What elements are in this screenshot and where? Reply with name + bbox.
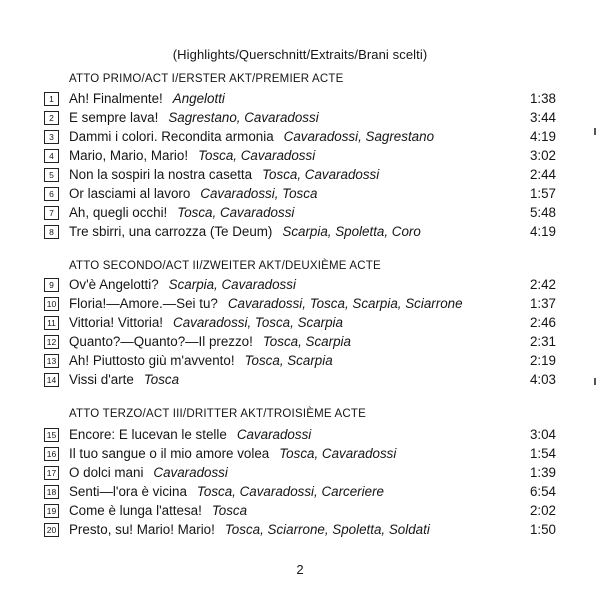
track-roles: Angelotti xyxy=(172,91,225,106)
track-roles: Scarpia, Spoletta, Coro xyxy=(282,224,421,239)
track-number: 4 xyxy=(44,149,59,163)
track-number: 1 xyxy=(44,92,59,106)
track-number: 8 xyxy=(44,225,59,239)
track-number: 19 xyxy=(44,504,59,518)
track-number: 12 xyxy=(44,335,59,349)
track-roles: Tosca, Scarpia xyxy=(262,334,351,349)
track-row xyxy=(44,184,556,203)
scan-edge-mark xyxy=(594,378,596,385)
track-duration: 1:37 xyxy=(529,296,556,311)
track-roles: Cavaradossi, Tosca xyxy=(200,186,318,201)
track-title: Ah! Finalmente! xyxy=(69,91,163,106)
track-number: 11 xyxy=(44,316,59,330)
scan-edge-mark xyxy=(594,128,596,135)
track-roles: Cavaradossi xyxy=(236,427,312,442)
act-heading: ATTO PRIMO/ACT I/ERSTER AKT/PREMIER ACTE xyxy=(69,73,344,85)
track-roles: Cavaradossi, Sagrestano xyxy=(283,129,435,144)
track-duration: 2:31 xyxy=(529,334,556,349)
track-title: E sempre lava! xyxy=(69,110,159,125)
track-duration: 6:54 xyxy=(529,484,556,499)
track-duration: 2:42 xyxy=(529,277,556,292)
track-row xyxy=(44,501,556,520)
track-number: 2 xyxy=(44,111,59,125)
track-title: Quanto?—Quanto?—Il prezzo! xyxy=(69,334,253,349)
track-row xyxy=(44,165,556,184)
track-row xyxy=(44,444,556,463)
track-duration: 4:19 xyxy=(529,129,556,144)
track-roles: Scarpia, Cavaradossi xyxy=(168,277,296,292)
track-duration: 3:04 xyxy=(529,427,556,442)
track-title: Ah! Piuttosto giù m'avvento! xyxy=(69,353,235,368)
track-duration: 3:02 xyxy=(529,148,556,163)
track-row xyxy=(44,463,556,482)
track-duration: 4:03 xyxy=(529,372,556,387)
act-heading: ATTO SECONDO/ACT II/ZWEITER AKT/DEUXIÈME ACTE xyxy=(69,260,381,272)
track-number: 9 xyxy=(44,278,59,292)
track-duration: 1:57 xyxy=(529,186,556,201)
track-title: Floria!—Amore.—Sei tu? xyxy=(69,296,218,311)
track-duration: 2:19 xyxy=(529,353,556,368)
track-roles: Tosca xyxy=(211,503,248,518)
track-title: Tre sbirri, una carrozza (Te Deum) xyxy=(69,224,273,239)
track-title: Senti—l'ora è vicina xyxy=(69,484,187,499)
track-title: Ah, quegli occhi! xyxy=(69,205,168,220)
track-roles: Tosca, Scarpia xyxy=(244,353,333,368)
track-roles: Tosca, Cavaradossi xyxy=(279,446,397,461)
track-number: 17 xyxy=(44,466,59,480)
track-row xyxy=(44,222,556,241)
track-row xyxy=(44,370,556,389)
track-number: 6 xyxy=(44,187,59,201)
track-number: 10 xyxy=(44,297,59,311)
track-duration: 1:54 xyxy=(529,446,556,461)
track-row xyxy=(44,313,556,332)
track-number: 15 xyxy=(44,428,59,442)
track-row xyxy=(44,351,556,370)
track-row xyxy=(44,482,556,501)
track-number: 20 xyxy=(44,523,59,537)
track-title: Ov'è Angelotti? xyxy=(69,277,159,292)
track-row xyxy=(44,520,556,539)
track-row xyxy=(44,294,556,313)
track-list-subtitle: (Highlights/Querschnitt/Extraits/Brani scelti) xyxy=(172,47,428,62)
track-title: Come è lunga l'attesa! xyxy=(69,503,202,518)
act-heading: ATTO TERZO/ACT III/DRITTER AKT/TROISIÈME ACTE xyxy=(69,408,366,420)
track-roles: Tosca, Cavaradossi xyxy=(177,205,295,220)
track-roles: Tosca, Cavaradossi xyxy=(262,167,380,182)
track-roles: Tosca, Cavaradossi, Carceriere xyxy=(196,484,384,499)
track-row xyxy=(44,332,556,351)
track-duration: 1:39 xyxy=(529,465,556,480)
track-duration: 1:50 xyxy=(529,522,556,537)
track-roles: Cavaradossi, Tosca, Scarpia, Sciarrone xyxy=(227,296,463,311)
track-title: Presto, su! Mario! Mario! xyxy=(69,522,215,537)
track-number: 13 xyxy=(44,354,59,368)
track-number: 5 xyxy=(44,168,59,182)
track-duration: 2:46 xyxy=(529,315,556,330)
track-row xyxy=(44,203,556,222)
track-number: 14 xyxy=(44,373,59,387)
track-number: 18 xyxy=(44,485,59,499)
track-duration: 5:48 xyxy=(529,205,556,220)
track-roles: Sagrestano, Cavaradossi xyxy=(168,110,319,125)
track-duration: 2:02 xyxy=(529,503,556,518)
track-number: 7 xyxy=(44,206,59,220)
track-row xyxy=(44,425,556,444)
track-title: Vissi d'arte xyxy=(69,372,134,387)
track-number: 3 xyxy=(44,130,59,144)
track-title: Non la sospiri la nostra casetta xyxy=(69,167,253,182)
track-row xyxy=(44,89,556,108)
track-title: Il tuo sangue o il mio amore volea xyxy=(69,446,270,461)
track-title: O dolci mani xyxy=(69,465,144,480)
track-duration: 2:44 xyxy=(529,167,556,182)
track-number: 16 xyxy=(44,447,59,461)
track-row xyxy=(44,146,556,165)
page-number: 2 xyxy=(296,562,304,577)
track-roles: Tosca, Sciarrone, Spoletta, Soldati xyxy=(224,522,430,537)
track-row xyxy=(44,108,556,127)
track-roles: Tosca xyxy=(143,372,180,387)
track-roles: Cavaradossi, Tosca, Scarpia xyxy=(173,315,343,330)
track-title: Encore: E lucevan le stelle xyxy=(69,427,227,442)
track-title: Mario, Mario, Mario! xyxy=(69,148,189,163)
track-title: Dammi i colori. Recondita armonia xyxy=(69,129,274,144)
track-roles: Tosca, Cavaradossi xyxy=(198,148,316,163)
track-duration: 1:38 xyxy=(529,91,556,106)
track-title: Vittoria! Vittoria! xyxy=(69,315,164,330)
track-row xyxy=(44,275,556,294)
track-roles: Cavaradossi xyxy=(153,465,228,480)
track-row xyxy=(44,127,556,146)
track-duration: 3:44 xyxy=(529,110,556,125)
track-title: Or lasciami al lavoro xyxy=(69,186,191,201)
track-duration: 4:19 xyxy=(529,224,556,239)
